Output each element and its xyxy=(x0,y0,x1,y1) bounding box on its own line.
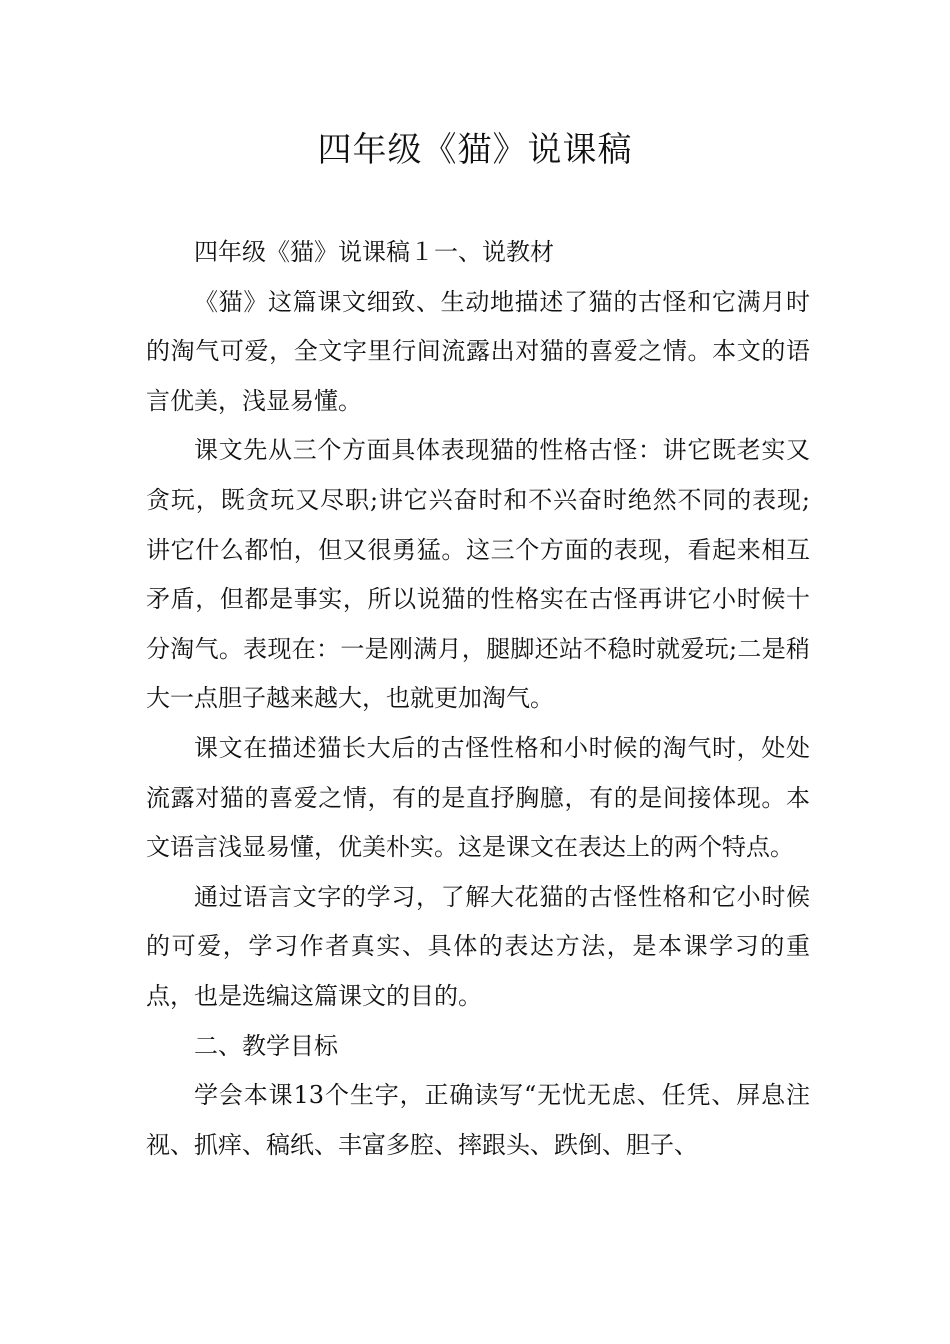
paragraph-text-goals: 学会本课13个生字，正确读写“无忧无虑、任凭、屏息注视、抓痒、稿纸、丰富多腔、摔跟头、跌倒、胆子、 xyxy=(146,1081,810,1159)
paragraph-text-character: 课文先从三个方面具体表现猫的性格古怪：讲它既老实又贪玩，既贪玩又尽职;讲它兴奋时和不兴奋时绝然不同的表现;讲它什么都怕，但又很勇猛。这三个方面的表现，看起来相互矛盾，但都是事实，所以说猫的性格实在古怪再讲它小时候十分淘气。表现在：一是刚满月，腿脚还站不稳时就爱玩;二是稍大一点胆子越来越大，也就更加淘气。 xyxy=(146,436,810,713)
paragraph-section-heading-1: 四年级《猫》说课稿１一、说教材 xyxy=(194,238,554,266)
paragraph-text-intro: 《猫》这篇课文细致、生动地描述了猫的古怪和它满月时的淘气可爱，全文字里行间流露出对猫的喜爱之情。本文的语言优美，浅显易懂。 xyxy=(146,287,810,415)
paragraph-text-purpose: 通过语言文字的学习，了解大花猫的古怪性格和它小时候的可爱，学习作者真实、具体的表达方法，是本课学习的重点，也是选编这篇课文的目的。 xyxy=(146,882,810,1010)
paragraph-text-expression: 课文在描述猫长大后的古怪性格和小时候的淘气时，处处流露对猫的喜爱之情，有的是直抒胸臆，有的是间接体现。本文语言浅显易懂，优美朴实。这是课文在表达上的两个特点。 xyxy=(146,733,810,862)
paragraph-section-heading-2: 二、教学目标 xyxy=(194,1031,338,1060)
document-title: 四年级《猫》说课稿 xyxy=(317,130,633,170)
document-body xyxy=(146,228,810,1170)
